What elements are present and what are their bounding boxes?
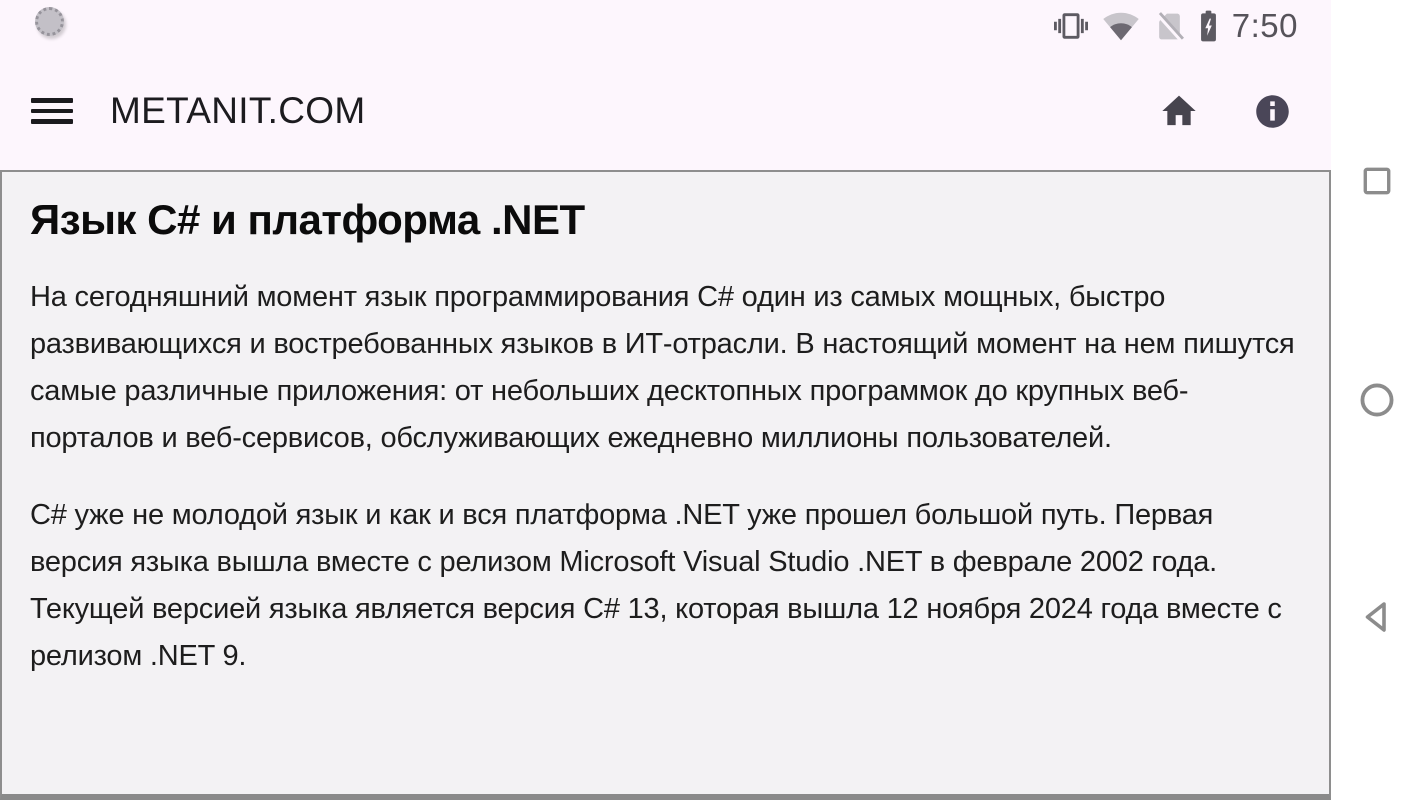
- square-outline-icon: [1362, 166, 1392, 196]
- circle-outline-icon: [1360, 383, 1394, 417]
- webview-content[interactable]: [0, 170, 1331, 800]
- status-time: 7:50: [1231, 7, 1298, 44]
- hamburger-bar: [31, 119, 73, 124]
- status-icons: [1054, 0, 1298, 52]
- article-paragraph-2: C# уже не молодой язык и как и вся платформа .NET уже прошел большой путь. Первая версия языка вышла вместе с релизом Microsoft Visual Studio .NET в феврале 2002 года. Текущей версией языка является версия C# 13, которая вышла 12 ноября 2024 года вместе с релизом .NET 9.: [30, 499, 1282, 672]
- article-heading: Язык C# и платформа .NET: [30, 196, 585, 243]
- app-bar-actions: [1159, 91, 1292, 131]
- no-sim-icon: [1154, 11, 1185, 42]
- recents-button[interactable]: [1362, 166, 1392, 196]
- home-button[interactable]: [1159, 91, 1199, 131]
- home-icon: [1159, 91, 1199, 131]
- hamburger-bar: [31, 98, 73, 103]
- vibrate-mode-icon: [1054, 9, 1088, 43]
- triangle-left-outline-icon: [1361, 598, 1393, 636]
- wifi-signal-icon: [1102, 10, 1140, 42]
- hamburger-bar: [31, 109, 73, 114]
- navigation-bar: [1331, 0, 1422, 800]
- hamburger-menu-icon[interactable]: [31, 98, 73, 124]
- back-button[interactable]: [1361, 598, 1393, 636]
- notification-circle-icon: [35, 7, 64, 36]
- info-icon: [1253, 92, 1292, 131]
- app-title: METANIT.COM: [110, 90, 366, 131]
- app-bar: [0, 52, 1331, 170]
- status-bar: [0, 0, 1331, 52]
- article-paragraph-1: На сегодняшний момент язык программирования C# один из самых мощных, быстро развивающихся и востребованных языков в ИТ-отрасли. В настоящий момент на нем пишутся самые различные приложения: от небольших десктопных программок до крупных веб-порталов и веб-сервисов, обслуживающих ежедневно миллионы пользователей.: [30, 281, 1295, 454]
- info-button[interactable]: [1253, 92, 1292, 131]
- battery-charging-icon: [1199, 10, 1218, 42]
- home-button[interactable]: [1360, 383, 1394, 417]
